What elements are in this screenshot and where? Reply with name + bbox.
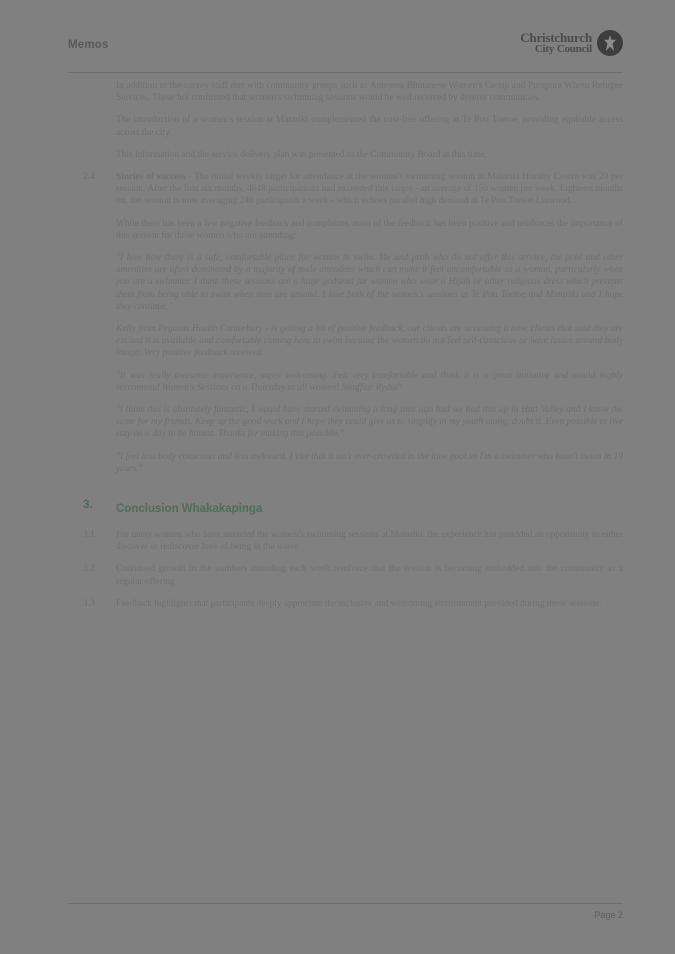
footer-divider [68,903,623,904]
quote-paragraph: "I think this is absolutely fantastic, I would have started swimming a long time ago had we had this up in Hutt Valley and I know the same for my friends. Keep up the good work and I hope they could give us to simplify in my youth along, doubt it. Even possible to live stay on a day to be honest. Thanks for making this possible." [116,405,623,440]
logo-text [520,31,592,55]
document-body [68,80,623,894]
paragraph-text: - The initial weekly target for attendance at the women's swimming session at Matariki Hornby Centre was 20 per session. After the first six months, 4648 participations had exceeded this target - an average of 150 women per week. Eighteen months on, the session is now averaging 246 participants a week - which echoes parallel high demand at Te Pou Toetoe Linwood. [116,172,623,207]
numbered-paragraph [83,598,623,610]
logo-line-1: Christchurch [520,30,592,45]
section-heading [83,499,623,517]
section-number: 3. [83,499,93,512]
paragraph-number: 3.3 [83,598,95,609]
paragraph-text: For many women who have attended the women's swimming sessions at Matariki, the experience has provided an opportunity to either discover or rediscover love of being in the water. [116,530,623,553]
paragraph-number: 2.4 [83,172,95,183]
page-header [68,30,623,72]
numbered-paragraph [83,563,623,587]
paragraph: While there has been a few negative feedback and complaints, most of the feedback has been positive and reinforces the importance of this session for those women who are attending: [116,218,623,241]
paragraph-text: Feedback highlights that participants deeply appreciate the inclusive and welcoming environment provided during these sessions. [116,598,602,609]
section-title: Conclusion Whakakapinga [116,503,263,516]
quote-paragraph: "It was really awesome experience, super welcoming. Felt very comfortable and think it is a great initiative and would highly recommend Women's Sessions on a Thursday to all women! Swaffiar Rydia" [116,370,623,393]
paragraph: In addition to the survey staff met with community groups such as Aotearoa Bhutanese Women's Group and Purapura Whetu Refugee Services. These hui confirmed that women's swimming sessions would be well received by diverse communities. [116,81,623,104]
logo-line-2: City Council [534,43,592,55]
paragraph-text: Continued growth in the numbers attending each week reinforce that the session is becoming embedded into the community as a regular offering. [116,564,623,587]
quote-paragraph: "I feel less body conscious and less awkward. I like that it isn't over-crowded in the lane pool so I'm a swimmer who hasn't swum in 19 years." [116,451,623,474]
numbered-paragraph [83,529,623,553]
page-number: Page 2 [594,910,623,920]
header-divider [68,72,623,73]
paragraph-lead: Stories of success [116,172,186,183]
numbered-paragraph [83,171,623,208]
council-logo [520,30,623,56]
paragraph: This information and the service delivery plan was presented to the Community Board at this time. [116,149,487,160]
star-circle-logo-icon [597,30,623,56]
quote-paragraph: "I love how there is a safe, comfortable place for women to swim. Me and prob who do not offer this service, the pool and other amenities are often dominated by a majority of male attendees which can make it feel uncomfortable as a woman, particularly when you are a swimmer. I think these sessions are a huge godsend for women who wear a Hijab or other religious dress which prevents them from being able to swim when men are around. I love both of the women's sessions at Te Pou Toetoe and Matariki and I hope they continue." [116,253,623,312]
paragraph-number: 3.1 [83,530,95,541]
paragraph: The introduction of a women's session at Matariki complemented the cost-free offering at Te Pou Toetoe, providing equitable access across the city. [116,115,623,138]
memos-heading: Memos [68,39,109,51]
paragraph-number: 3.2 [83,564,95,575]
quote-paragraph: Kelly from Pegasus Health Canterbury - is getting a lot of positive feedback, our clients are accessing it now, clients that said they are excited it is available and comfortable coming here to swim because the women do not feel self-conscious or have issues around body image. Very positive feedback received. [116,324,623,359]
